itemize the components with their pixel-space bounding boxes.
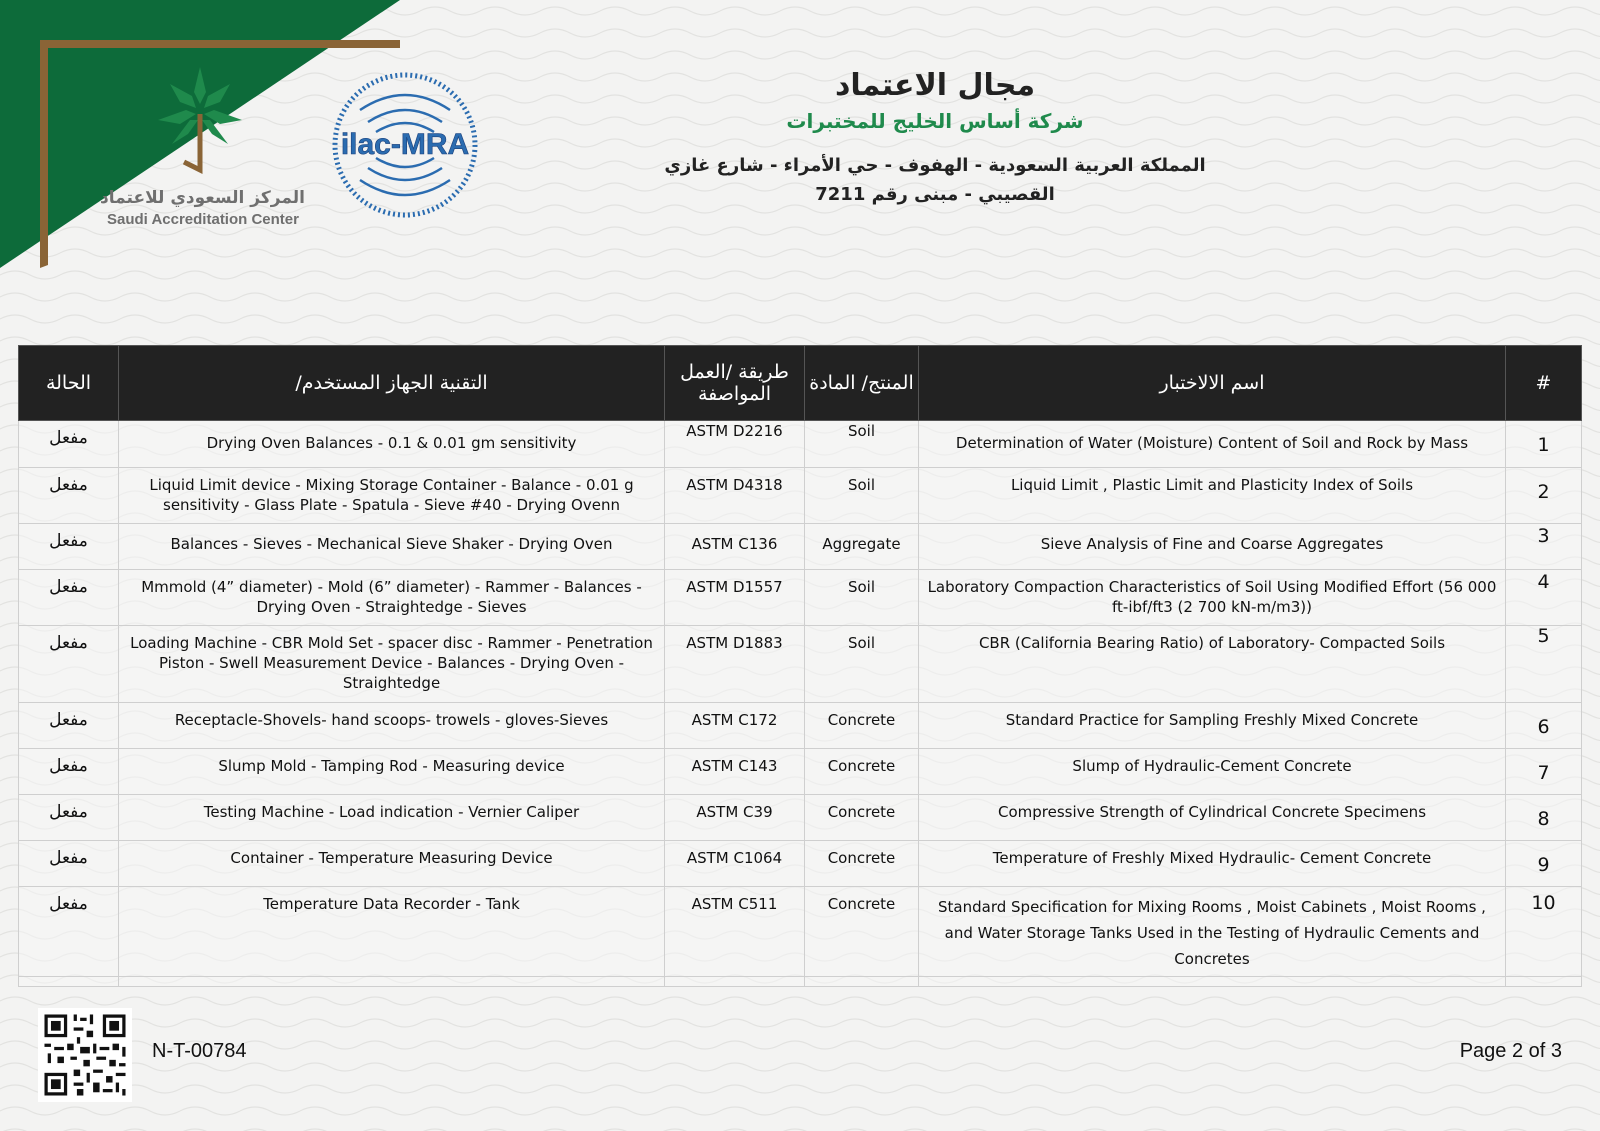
header-status: الحالة [19, 346, 119, 421]
cell-method: ASTM C39 [665, 795, 805, 841]
cell-product: Soil [805, 468, 919, 524]
cell-number: 4 [1506, 570, 1582, 626]
spacer-cell [805, 977, 919, 987]
cell-status: مفعل [19, 524, 119, 570]
sac-logo-icon [150, 62, 250, 182]
cell-method: ASTM D1883 [665, 626, 805, 703]
table-row [19, 887, 1582, 977]
cell-equipment: Mmmold (4” diameter) - Mold (6” diameter) - Rammer - Balances - Drying Oven - Straightedge - Sieves [119, 570, 665, 626]
cell-product: Concrete [805, 841, 919, 887]
cell-number: 10 [1506, 887, 1582, 977]
table-row [19, 795, 1582, 841]
header-method: طريقة /العمل المواصفة [665, 346, 805, 421]
cell-method: ASTM D2216 [665, 421, 805, 468]
ilac-mra-logo-icon [330, 70, 480, 220]
cell-status: مفعل [19, 626, 119, 703]
qr-code [38, 1008, 132, 1102]
company-address [640, 151, 1230, 209]
company-name: شركة أساس الخليج للمختبرات [786, 109, 1084, 133]
cell-method: ASTM D1557 [665, 570, 805, 626]
cell-status: مفعل [19, 421, 119, 468]
cell-method: ASTM C143 [665, 749, 805, 795]
spacer-cell [665, 977, 805, 987]
cell-product: Aggregate [805, 524, 919, 570]
cell-test-name: Compressive Strength of Cylindrical Concrete Specimens [919, 795, 1506, 841]
cell-test-name: Determination of Water (Moisture) Content of Soil and Rock by Mass [919, 421, 1506, 468]
cell-product: Soil [805, 570, 919, 626]
cell-test-name: Standard Specification for Mixing Rooms , Moist Cabinets , Moist Rooms , and Water Storage Tanks Used in the Testing of Hydraulic Cements and Concretes [919, 887, 1506, 977]
cell-number: 3 [1506, 524, 1582, 570]
table-row [19, 524, 1582, 570]
table-row [19, 841, 1582, 887]
sac-arabic-name: المركز السعودي للاعتماد [100, 188, 305, 208]
header-number: # [1506, 346, 1582, 421]
cell-status: مفعل [19, 841, 119, 887]
cell-equipment: Drying Oven Balances - 0.1 & 0.01 gm sensitivity [119, 421, 665, 468]
ilac-mra-logo-text: ilac-MRA [340, 128, 470, 161]
cell-method: ASTM C1064 [665, 841, 805, 887]
cell-method: ASTM C511 [665, 887, 805, 977]
cell-number: 7 [1506, 749, 1582, 795]
page-title: مجال الاعتماد [834, 68, 1036, 103]
table-row [19, 421, 1582, 468]
cell-status: مفعل [19, 887, 119, 977]
spacer-cell [19, 977, 119, 987]
cell-equipment: Slump Mold - Tamping Rod - Measuring device [119, 749, 665, 795]
cell-number: 8 [1506, 795, 1582, 841]
cell-product: Soil [805, 626, 919, 703]
cell-status: مفعل [19, 468, 119, 524]
cell-method: ASTM C172 [665, 703, 805, 749]
document-header [640, 68, 1230, 209]
header-test-name: اسم الالاختبار [919, 346, 1506, 421]
cell-equipment: Temperature Data Recorder - Tank [119, 887, 665, 977]
spacer-cell [119, 977, 665, 987]
document-code: N-T-00784 [152, 1040, 247, 1062]
cell-equipment: Testing Machine - Load indication - Vernier Caliper [119, 795, 665, 841]
cell-number: 1 [1506, 421, 1582, 468]
cell-product: Concrete [805, 887, 919, 977]
cell-test-name: CBR (California Bearing Ratio) of Laboratory- Compacted Soils [919, 626, 1506, 703]
cell-method: ASTM D4318 [665, 468, 805, 524]
cell-test-name: Standard Practice for Sampling Freshly Mixed Concrete [919, 703, 1506, 749]
cell-number: 2 [1506, 468, 1582, 524]
cell-status: مفعل [19, 795, 119, 841]
table-row [19, 468, 1582, 524]
cell-test-name: Liquid Limit , Plastic Limit and Plasticity Index of Soils [919, 468, 1506, 524]
cell-product: Concrete [805, 749, 919, 795]
cell-status: مفعل [19, 570, 119, 626]
cell-equipment: Receptacle-Shovels- hand scoops- trowels - gloves-Sieves [119, 703, 665, 749]
sac-english-name: Saudi Accreditation Center [107, 211, 299, 228]
page-number: Page 2 of 3 [1459, 1040, 1562, 1062]
table-row [19, 703, 1582, 749]
qr-code-icon [38, 1008, 132, 1102]
cell-product: Soil [805, 421, 919, 468]
cell-equipment: Loading Machine - CBR Mold Set - spacer disc - Rammer - Penetration Piston - Swell Measurement Device - Balances - Drying Oven - Straightedge [119, 626, 665, 703]
cell-number: 9 [1506, 841, 1582, 887]
table-header-row [19, 346, 1582, 421]
table-row [19, 570, 1582, 626]
header-product: المنتج/ المادة [805, 346, 919, 421]
address-line-2: القصيبي - مبنى رقم 7211 [815, 184, 1055, 205]
cell-number: 5 [1506, 626, 1582, 703]
spacer-cell [919, 977, 1506, 987]
cell-test-name: Sieve Analysis of Fine and Coarse Aggregates [919, 524, 1506, 570]
spacer-cell [1506, 977, 1582, 987]
address-line-1: المملكة العربية السعودية - الهفوف - حي الأمراء - شارع غازي [664, 155, 1206, 176]
cell-equipment: Liquid Limit device - Mixing Storage Container - Balance - 0.01 g sensitivity - Glass Plate - Spatula - Sieve #40 - Drying Ovenn [119, 468, 665, 524]
table-row [19, 749, 1582, 795]
cell-method: ASTM C136 [665, 524, 805, 570]
accreditation-scope-table [18, 345, 1582, 987]
cell-status: مفعل [19, 703, 119, 749]
cell-test-name: Temperature of Freshly Mixed Hydraulic- Cement Concrete [919, 841, 1506, 887]
cell-product: Concrete [805, 703, 919, 749]
cell-equipment: Balances - Sieves - Mechanical Sieve Shaker - Drying Oven [119, 524, 665, 570]
cell-status: مفعل [19, 749, 119, 795]
cell-equipment: Container - Temperature Measuring Device [119, 841, 665, 887]
cell-test-name: Slump of Hydraulic-Cement Concrete [919, 749, 1506, 795]
header-equipment: التقنية الجهاز المستخدم/ [119, 346, 665, 421]
cell-test-name: Laboratory Compaction Characteristics of Soil Using Modified Effort (56 000 ft-ibf/ft3 (2 700 kN-m/m3)) [919, 570, 1506, 626]
table-row [19, 626, 1582, 703]
table-spacer-row [19, 977, 1582, 987]
cell-number: 6 [1506, 703, 1582, 749]
cell-product: Concrete [805, 795, 919, 841]
